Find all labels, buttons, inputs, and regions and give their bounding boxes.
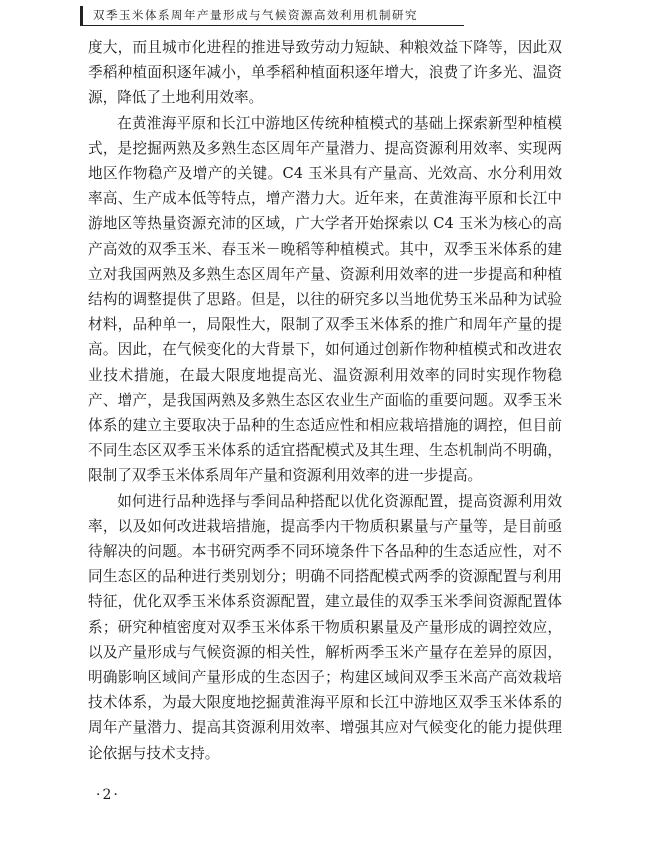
running-header-title: 双季玉米体系周年产量形成与气候资源高效利用机制研究 [93, 8, 418, 22]
paragraph-continued: 度大，而且城市化进程的推进导致劳动力短缺、种粮效益下降等，因此双季稻种植面积逐年减小，单季稻种植面积逐年增大，浪费了许多光、温资源，降低了土地利用效率。 [88, 39, 562, 107]
running-header [80, 6, 464, 26]
paragraph: 在黄淮海平原和长江中游地区传统种植模式的基础上探索新型种植模式，是挖掘两熟及多熟生态区周年产量潜力、提高资源利用效率、实现两地区作物稳产及增产的关键。C4 玉米具有产量高、光效高、水分利用效率高、生产成本低等特点，增产潜力大。近年来，在黄淮海平原和长江中游地区等热量资源充沛的区域，广大学者开始探索以 C4 玉米为核心的高产高效的双季玉米、春玉米－晚稻等种植模式。其中，双季玉米体系的建立对我国两熟及多熟生态区周年产量、资源利用效率的进一步提高和种植结构的调整提供了思路。但是，以往的研究多以当地优势玉米品种为试验材料，品种单一，局限性大，限制了双季玉米体系的推广和周年产量的提高。因此，在气候变化的大背景下，如何通过创新作物种植模式和改进农业技术措施，在最大限度地提高光、温资源利用效率的同时实现作物稳产、增产，是我国两熟及多熟生态区农业生产面临的重要问题。双季玉米体系的建立主要取决于品种的生态适应性和相应栽培措施的调控，但目前不同生态区双季玉米体系的适宜搭配模式及其生理、生态机制尚不明确，限制了双季玉米体系周年产量和资源利用效率的进一步提高。 [88, 114, 562, 485]
paragraph: 如何进行品种选择与季间品种搭配以优化资源配置，提高资源利用效率，以及如何改进栽培措施，提高季内干物质积累量与产量等，是目前亟待解决的问题。本书研究两季不同环境条件下各品种的生态适应性，对不同生态区的品种进行类别划分；明确不同搭配模式两季的资源配置与利用特征，优化双季玉米体系资源配置，建立最佳的双季玉米季间资源配置体系；研究种植密度对双季玉米体系干物质积累量及产量形成的调控效应，以及产量形成与气候资源的相关性，解析两季玉米产量存在差异的原因，明确影响区域间产量形成的生态因子；构建区域间双季玉米高产高效栽培技术体系，为最大限度地挖掘黄淮海平原和长江中游地区双季玉米体系的周年产量潜力、提高其资源利用效率、增强其应对气候变化的能力提供理论依据与技术支持。 [88, 492, 562, 762]
body-text [88, 35, 562, 766]
page-number: ·2· [96, 787, 120, 803]
